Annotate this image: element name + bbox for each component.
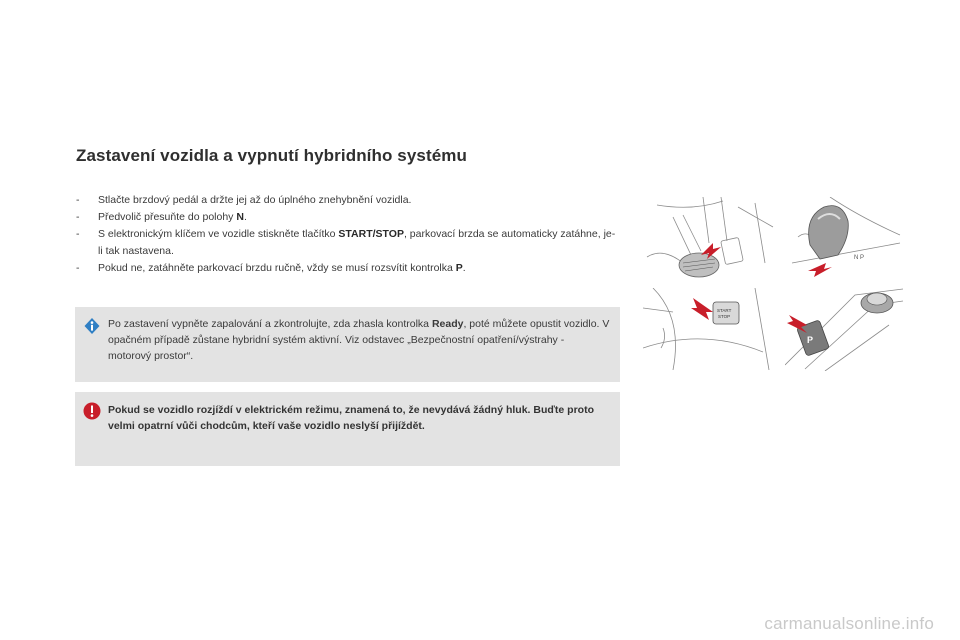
warning-icon: [83, 402, 101, 420]
list-item: - Pokud ne, zatáhněte parkovací brzdu ručně, vždy se musí rozsvítit kontrolka P.: [76, 262, 466, 274]
warning-text: Pokud se vozidlo rozjíždí v elektrickém režimu, znamená to, že nevydává žádný hluk. Buďte proto velmi opatrní vůči chodcům, kteří vaše vozidlo neslyší přijíždět.: [108, 404, 595, 432]
brake-pedal-illustration: [643, 197, 778, 285]
watermark: carmanualsonline.info: [764, 614, 934, 633]
instruction-list: [76, 192, 616, 277]
info-note: [75, 307, 620, 382]
page-title: Zastavení vozidla a vypnutí hybridního systému: [76, 146, 467, 165]
start-stop-button-illustration: [643, 288, 778, 370]
gear-selector-illustration: [790, 197, 905, 285]
stop-label: STOP: [718, 314, 731, 319]
info-icon: [83, 317, 101, 335]
start-label: START: [717, 308, 732, 313]
selector-letters: N P: [854, 255, 865, 261]
list-item: - Předvolič přesuňte do polohy N.: [76, 211, 247, 223]
warning-note: [75, 392, 620, 466]
parking-p-label: P: [807, 335, 814, 345]
list-item: - S elektronickým klíčem ve vozidle stiskněte tlačítko START/STOP, parkovací brzda se automaticky zatáhne, je-li tak nastavena.: [76, 228, 616, 257]
info-text: Po zastavení vypněte zapalování a zkontrolujte, zda zhasla kontrolka Ready, poté můžete opustit vozidlo. V opačném případě zůstane hybridní systém aktivní. Viz odstavec „Bezpečnostní opatření/výstrahy - motorový prostor“.: [108, 318, 610, 362]
list-item: - Stlačte brzdový pedál a držte jej až do úplného znehybnění vozidla.: [76, 194, 412, 206]
parking-brake-illustration: [785, 285, 905, 371]
